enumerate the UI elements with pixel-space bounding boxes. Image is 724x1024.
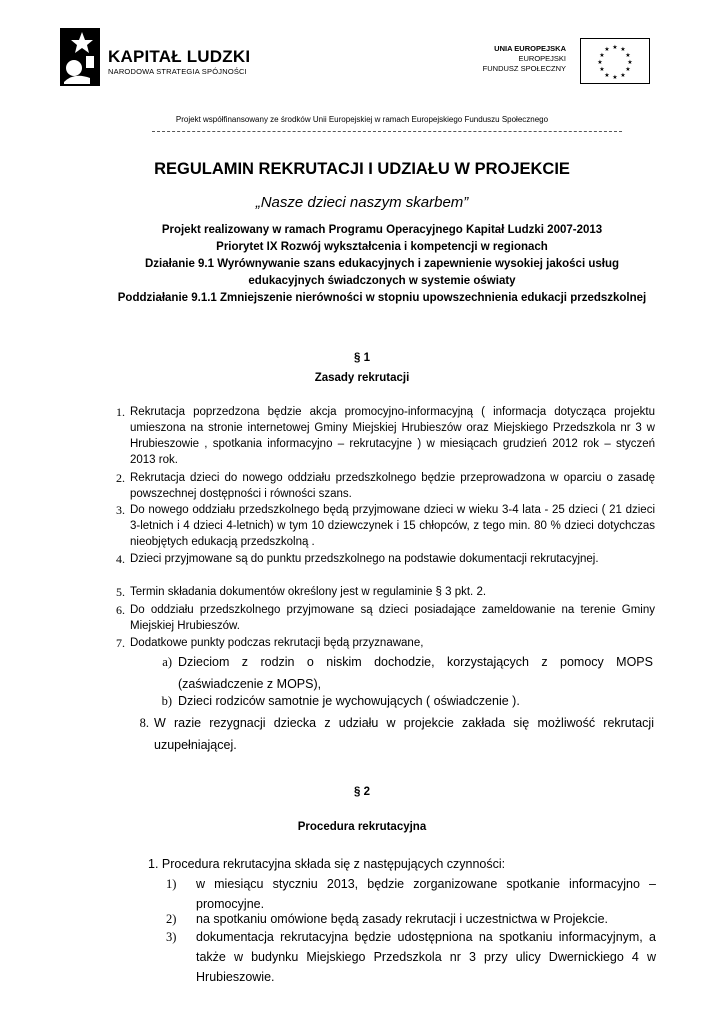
- eu-logo: [484, 30, 650, 86]
- svg-text:★: ★: [625, 52, 631, 59]
- procedure-step-number: 2): [166, 912, 177, 926]
- procedure-step: [166, 909, 656, 929]
- procedure-step: [166, 874, 656, 914]
- header-divider: [152, 131, 622, 132]
- list-item-number: 7.: [116, 636, 125, 650]
- list-item-number: 1.: [116, 405, 125, 419]
- sub-list-item-text: Dzieciom z rodzin o niskim dochodzie, korzystających z pomocy MOPS (zaświadczenie z MOPS),: [178, 655, 653, 691]
- svg-text:★: ★: [612, 44, 618, 51]
- list-item-text: Dzieci przyjmowane są do punktu przedszkolnego na podstawie dokumentacji rekrutacyjnej.: [130, 553, 599, 565]
- sub-list-item-letter: a): [162, 655, 172, 669]
- list-item-text: Rekrutacja poprzedzona będzie akcja promocyjno-informacyjną ( informacja dotycząca projektu umieszona na stronie internetowej Gminy Miejskiej Hrubieszów oraz Miejskiego Przedszkola nr 3 w Hrubieszowie , spotkania informacyjno – rekrutacyjne ) w miesiącach grudzień 2012 rok – styczeń 2013 rok.: [130, 406, 655, 466]
- list-item: [139, 712, 654, 756]
- svg-text:★: ★: [627, 59, 633, 66]
- list-item-number: 5.: [116, 585, 125, 599]
- list-item-text: Termin składania dokumentów określony jest w regulaminie § 3 pkt. 2.: [130, 586, 487, 598]
- program-line: edukacyjnych świadczonych w systemie oświaty: [248, 275, 516, 287]
- svg-text:★: ★: [604, 72, 610, 79]
- svg-text:★: ★: [612, 74, 618, 81]
- procedure-step-number: 1): [166, 877, 177, 891]
- sub-list-item: [162, 651, 653, 695]
- list-item: [116, 602, 655, 634]
- eu-logo-text: [483, 44, 566, 74]
- eu-line-1: UNIA EUROPEJSKA: [494, 44, 566, 53]
- procedure-step: [166, 927, 656, 987]
- section-2-heading: Procedura rekrutacyjna: [297, 821, 427, 833]
- list-item: [116, 635, 655, 651]
- list-item: [116, 404, 655, 468]
- sub-list-item: [161, 690, 653, 712]
- list-item: [116, 502, 655, 550]
- list-item-text: W razie rezygnacji dziecka z udziału w projekcie zakłada się możliwość rekrutacji uzupełniającej.: [154, 716, 654, 752]
- svg-text:★: ★: [620, 46, 626, 53]
- svg-text:★: ★: [599, 52, 605, 59]
- kapital-ludzki-title: KAPITAŁ LUDZKI: [108, 47, 251, 66]
- procedure-step-number: 3): [166, 930, 177, 944]
- program-info: [90, 222, 674, 307]
- svg-text:★: ★: [604, 46, 610, 53]
- list-item-text: Do oddziału przedszkolnego przyjmowane są dzieci posiadające zameldowanie na terenie Gminy Miejskiej Hrubieszów.: [130, 604, 655, 632]
- kapital-ludzki-subtitle: NARODOWA STRATEGIA SPÓJNOŚCI: [108, 67, 247, 76]
- svg-text:★: ★: [597, 59, 603, 66]
- sub-list-item-text: Dzieci rodziców samotnie je wychowujących ( oświadczenie ).: [178, 694, 520, 708]
- list-item-number: 3.: [116, 503, 125, 517]
- list-item: [116, 551, 655, 567]
- sub-list-item-letter: b): [161, 694, 172, 708]
- kapital-ludzki-emblem-icon: [60, 28, 100, 86]
- list-item: [116, 470, 655, 502]
- eu-line-3: FUNDUSZ SPOŁECZNY: [482, 64, 566, 73]
- list-item: [116, 584, 655, 600]
- list-item-text: Rekrutacja dzieci do nowego oddziału przedszkolnego będzie przeprowadzona w oparciu o zasadę powszechnej dostępności i równości szans.: [130, 472, 655, 500]
- section-1-heading: Zasady rekrutacji: [314, 372, 410, 384]
- section-1-number: § 1: [354, 352, 370, 364]
- list-item-number: 8.: [139, 716, 149, 730]
- kapital-ludzki-logo: [60, 28, 260, 88]
- program-line: Działanie 9.1 Wyrównywanie szans edukacyjnych i zapewnienie wysokiej jakości usług: [144, 258, 620, 270]
- svg-text:★: ★: [620, 72, 626, 79]
- program-line: Poddziałanie 9.1.1 Zmniejszenie nierówności w stopniu upowszechnienia edukacji przedszkolnej: [117, 292, 647, 304]
- procedure-step-text: dokumentacja rekrutacyjna będzie udostępniona na spotkaniu informacyjnym, a także w budynku Miejskiego Przedszkola nr 3 przy ulicy Dwernickiego 4 w Hrubieszowie.: [196, 930, 656, 984]
- procedure-step-text: w miesiącu styczniu 2013, będzie zorganizowane spotkanie informacyjno – promocyjne.: [196, 877, 656, 911]
- list-item-number: 6.: [116, 603, 125, 617]
- list-item-text: Dodatkowe punkty podczas rekrutacji będą przyznawane,: [130, 637, 424, 649]
- svg-text:★: ★: [599, 66, 605, 73]
- document-title: REGULAMIN REKRUTACJI I UDZIAŁU W PROJEKCIE: [154, 160, 570, 178]
- list-item-number: 2.: [116, 471, 125, 485]
- cofinancing-note: Projekt współfinansowany ze środków Unii Europejskiej w ramach Europejskiego Funduszu Społecznego: [175, 115, 549, 124]
- list-item-number: 4.: [116, 552, 125, 566]
- list-item-text: Do nowego oddziału przedszkolnego będą przyjmowane dzieci w wieku 3-4 lata - 25 dzieci ( 21 dzieci 3-letnich i 4 dzieci 4-letnich) w tym 10 dziewczynek i 15 chłopców, z tego min. 80 % dzieci dotychczas nieobjętych edukacją przedszkolną .: [130, 504, 655, 548]
- svg-text:★: ★: [625, 66, 631, 73]
- procedure-intro: 1. Procedura rekrutacyjna składa się z następujących czynności:: [148, 857, 506, 871]
- section-2-number: § 2: [354, 786, 370, 798]
- document-subtitle: „Nasze dzieci naszym skarbem”: [255, 194, 469, 211]
- procedure-step-text: na spotkaniu omówione będą zasady rekrutacji i uczestnictwa w Projekcie.: [196, 912, 609, 926]
- eu-line-2: EUROPEJSKI: [518, 54, 566, 63]
- eu-flag-icon: [580, 38, 650, 84]
- program-line: Projekt realizowany w ramach Programu Operacyjnego Kapitał Ludzki 2007-2013: [161, 224, 603, 236]
- program-line: Priorytet IX Rozwój wykształcenia i kompetencji w regionach: [216, 241, 548, 253]
